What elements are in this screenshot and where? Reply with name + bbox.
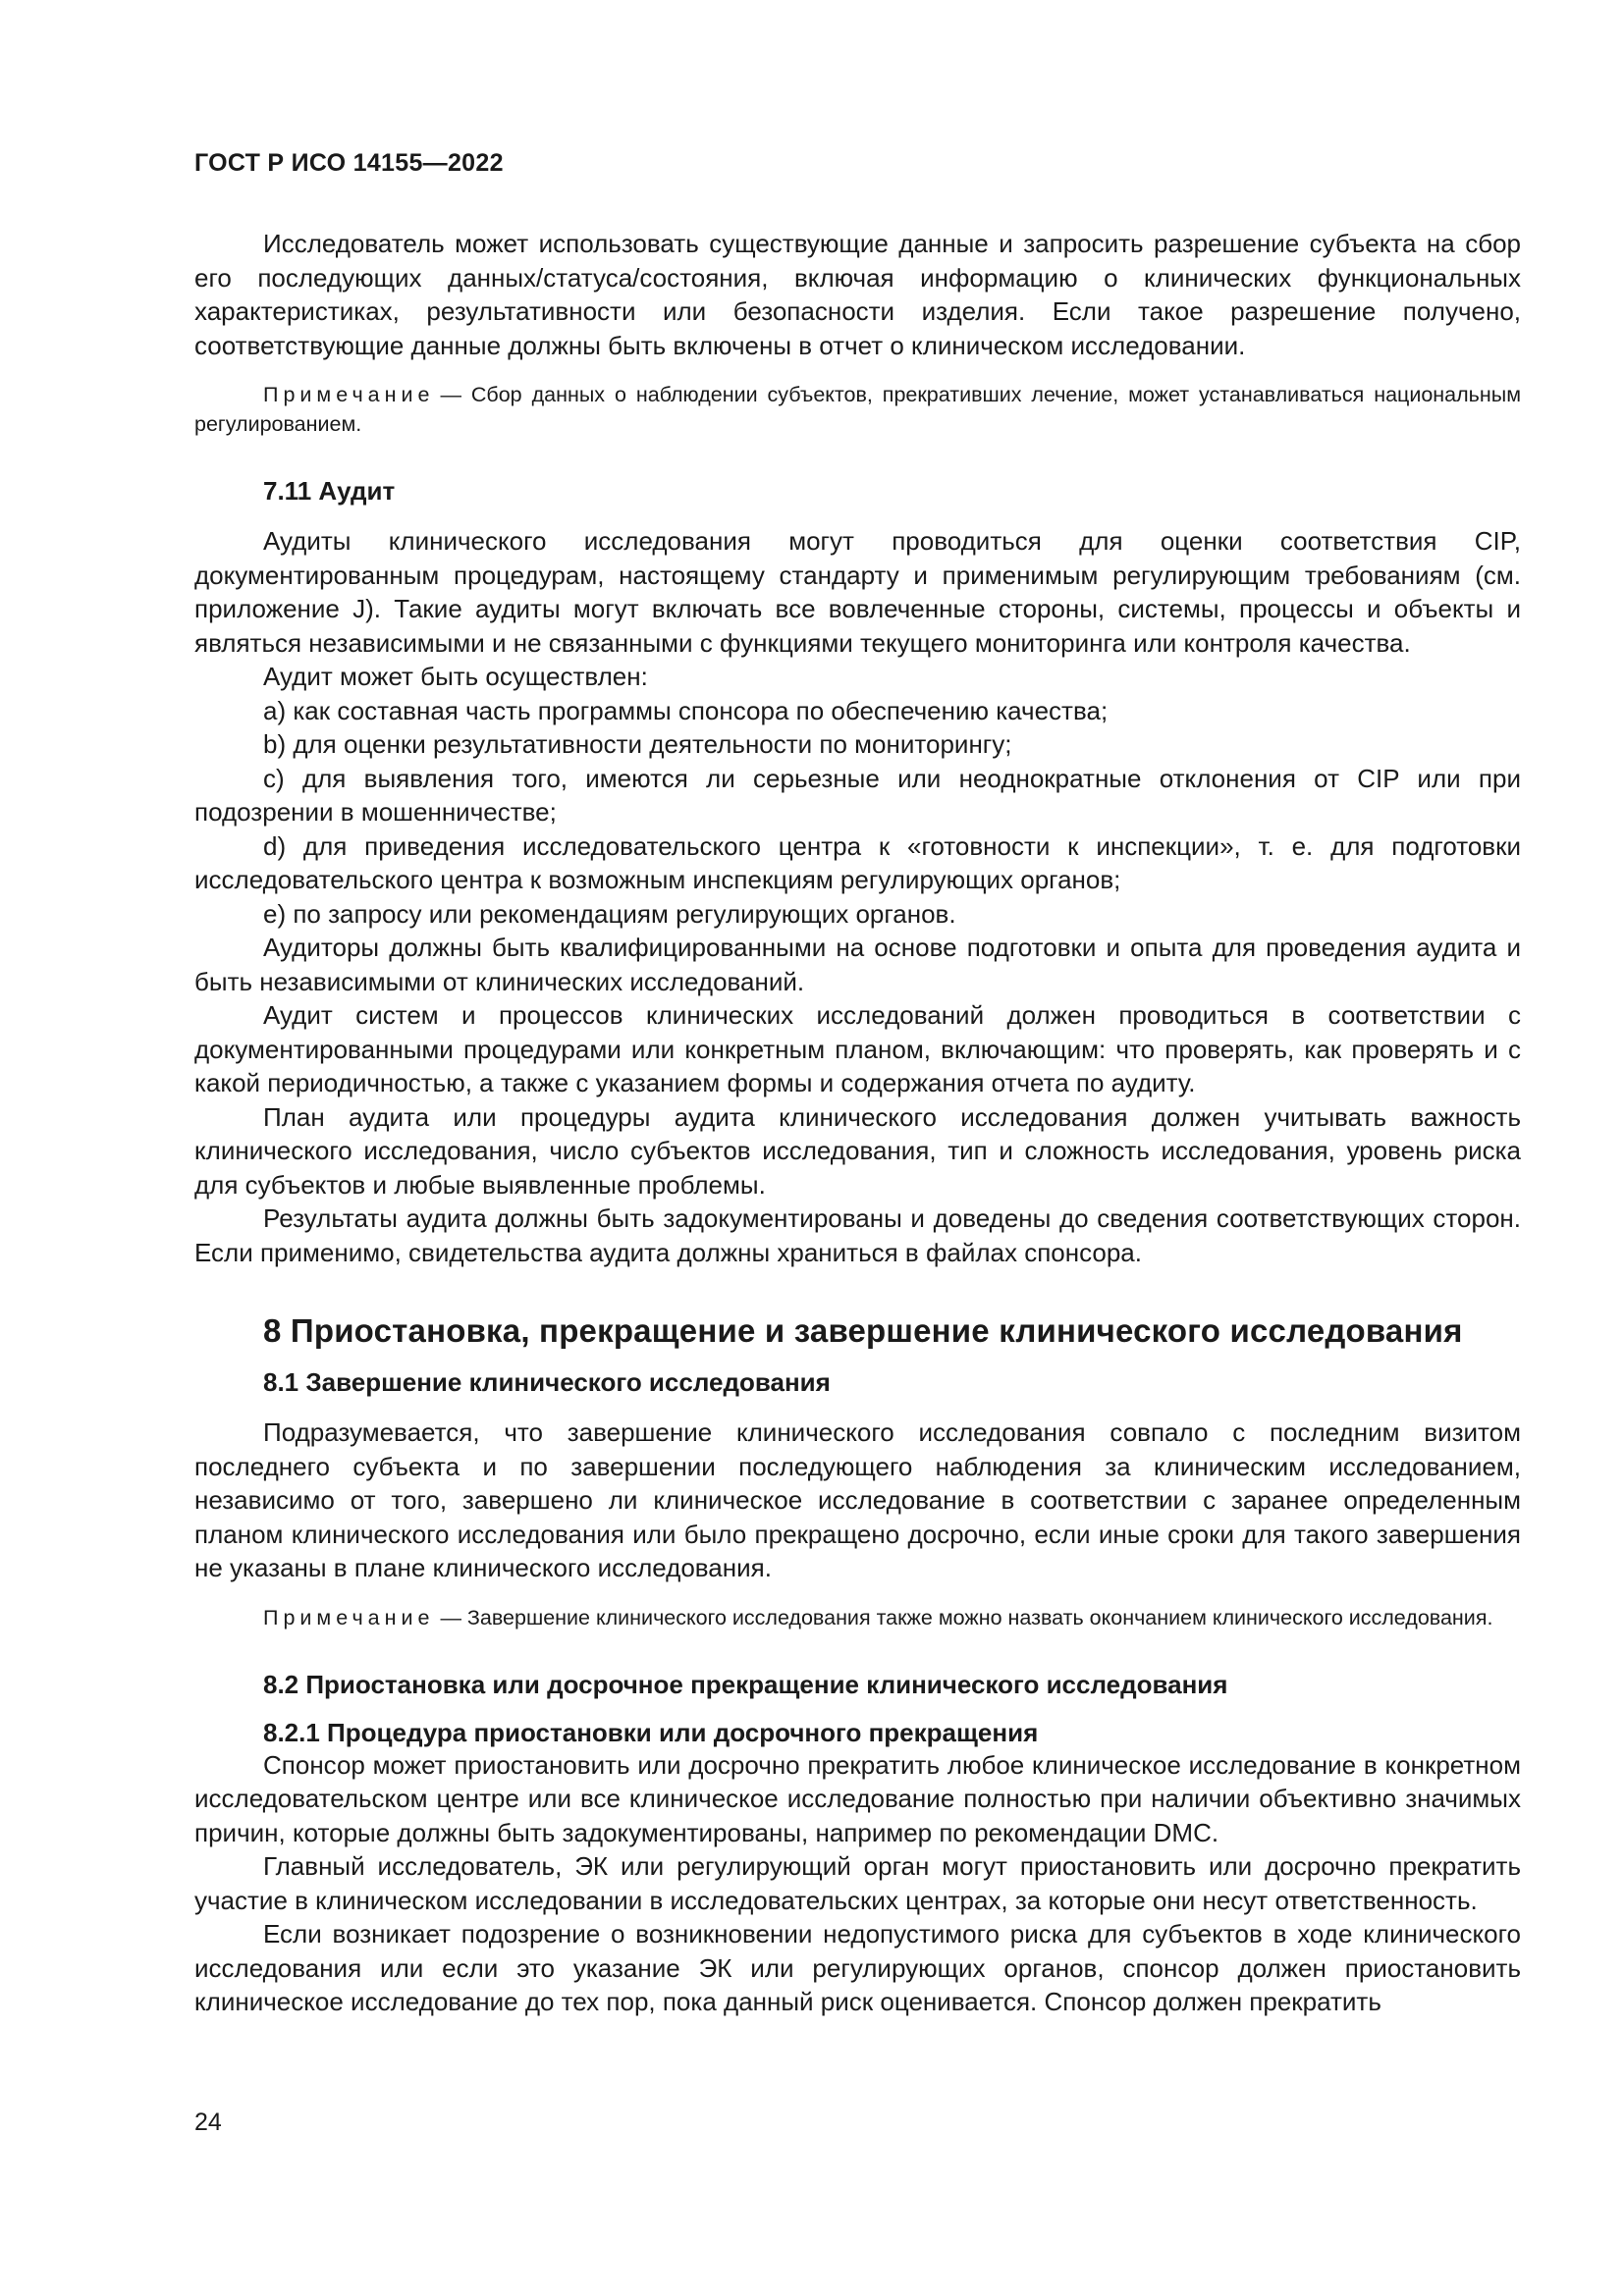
paragraph: Аудит систем и процессов клинических исследований должен проводиться в соответствии с документированными процедурами или конкретным планом, включающим: что проверять, как проверять и с какой периодичностью, а также с указанием формы и содержания отчета по аудиту. [194,1000,1521,1097]
paragraph: Аудиторы должны быть квалифицированными на основе подготовки и опыта для проведения аудита и быть независимыми от клинических исследований. [194,933,1521,996]
paragraph: Аудиты клинического исследования могут проводиться для оценки соответствия CIP, документированным процедурам, настоящему стандарту и применимым регулирующим требованиям (см. приложение J). Такие аудиты могут включать все вовлеченные стороны, системы, процессы и объекты и являться независимыми и не связанными с функциями текущего мониторинга или контроля качества. [194,526,1521,658]
paragraph: Результаты аудита должны быть задокументированы и доведены до сведения соответствующих сторон. Если применимо, свидетельства аудита должны храниться в файлах спонсора. [194,1203,1521,1267]
section-title-8-2: 8.2 Приостановка или досрочное прекращение клинического исследования [263,1669,1228,1699]
document-header: ГОСТ Р ИСО 14155—2022 [194,149,504,177]
list-item: b) для оценки результативности деятельности по мониторингу; [263,729,1012,759]
note [194,380,1521,439]
page-number: 24 [194,2109,222,2136]
paragraph: Подразумевается, что завершение клинического исследования совпало с последним визитом последнего субъекта и по завершении последующего наблюдения за клиническим исследованием, независимо от того, завершено ли клиническое исследование в соответствии с заранее определенным планом клинического исследования или было прекращено досрочно, если иные сроки для такого завершения не указаны в плане клинического исследования. [194,1417,1521,1582]
chapter-title-8: 8 Приостановка, прекращение и завершение клинического исследования [263,1312,1463,1349]
page-body [194,227,1521,2019]
section-title-8-1: 8.1 Завершение клинического исследования [263,1367,831,1397]
note-label: Примечание [263,1605,435,1629]
list-item: e) по запросу или рекомендациям регулирующих органов. [263,898,956,929]
note [194,1603,1521,1632]
list-item: a) как составная часть программы спонсора по обеспечению качества; [263,695,1109,725]
paragraph: Исследователь может использовать существующие данные и запросить разрешение субъекта на сбор его последующих данных/статуса/состояния, включая информацию о клинических функциональных характеристиках, результативности или безопасности изделия. Если такое разрешение получено, соответствующие данные должны быть включены в отчет о клиническом исследовании. [194,229,1521,360]
paragraph: Если возникает подозрение о возникновении недопустимого риска для субъектов в ходе клинического исследования или если это указание ЭК или регулирующих органов, спонсор должен приостановить клиническое исследование до тех пор, пока данный риск оценивается. Спонсор должен прекратить [194,1919,1521,2016]
section-title-7-11: 7.11 Аудит [263,476,396,506]
section-title-8-2-1: 8.2.1 Процедура приостановки или досрочного прекращения [263,1717,1039,1747]
paragraph: Главный исследователь, ЭК или регулирующий орган могут приостановить или досрочно прекратить участие в клиническом исследовании в исследовательских центрах, за которые они несут ответственность. [194,1851,1521,1915]
list-item: d) для приведения исследовательского центра к «готовности к инспекции», т. е. для подготовки исследовательского центра к возможным инспекциям регулирующих органов; [194,830,1521,894]
note-text: — Завершение клинического исследования также можно назвать окончанием клинического исследования. [440,1605,1493,1629]
paragraph: Спонсор может приостановить или досрочно прекратить любое клиническое исследование в конкретном исследовательском центре или все клиническое исследование полностью при наличии объективно значимых причин, которые должны быть задокументированы, например по рекомендации DMC. [194,1749,1521,1847]
list-item: c) для выявления того, имеются ли серьезные или неоднократные отклонения от CIP или при подозрении в мошенничестве; [194,763,1521,827]
note-text: — Сбор данных о наблюдении субъектов, прекративших лечение, может устанавливаться национальным регулированием. [194,383,1521,436]
paragraph: Аудит может быть осуществлен: [263,662,648,691]
note-label: Примечание [263,383,435,406]
paragraph: План аудита или процедуры аудита клинического исследования должен учитывать важность клинического исследования, число субъектов исследования, тип и сложность исследования, уровень риска для субъектов и любые выявленные проблемы. [194,1101,1521,1200]
